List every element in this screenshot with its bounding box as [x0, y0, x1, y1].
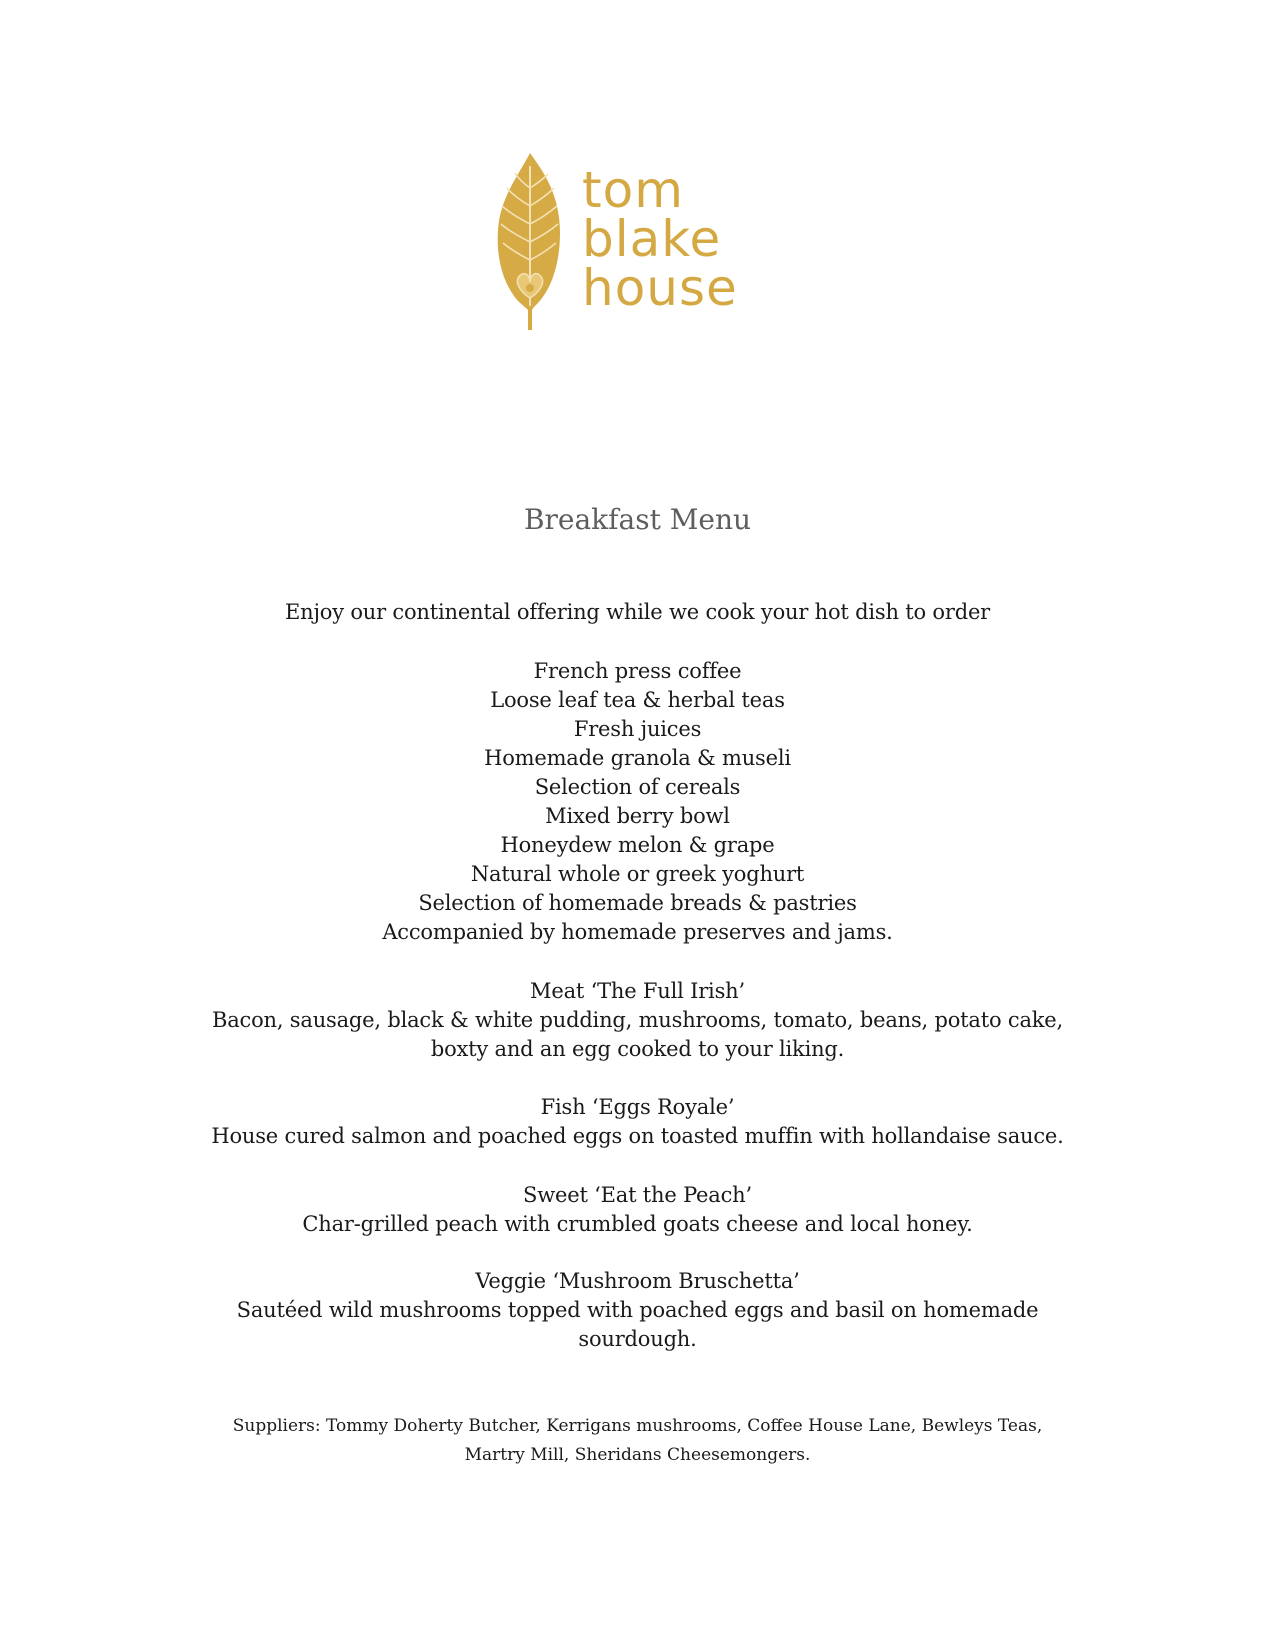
dish-veggie — [0, 1267, 1275, 1354]
dish-heading: Fish ‘Eggs Royale’ — [540, 1095, 735, 1119]
continental-list — [0, 657, 1275, 947]
dish-meat — [0, 977, 1275, 1064]
dish-description: sourdough. — [578, 1327, 697, 1351]
dish-sweet — [0, 1181, 1275, 1239]
brand-name — [582, 161, 738, 317]
suppliers-line: Martry Mill, Sheridans Cheesemongers. — [464, 1445, 811, 1465]
dish-description: boxty and an egg cooked to your liking. — [430, 1037, 845, 1061]
brand-line-1: tom — [582, 161, 684, 219]
dish-description: Sautéed wild mushrooms topped with poached eggs and basil on homemade — [236, 1298, 1039, 1322]
dish-description: Char-grilled peach with crumbled goats cheese and local honey. — [302, 1212, 973, 1236]
list-item: Loose leaf tea & herbal teas — [490, 688, 785, 712]
list-item: Fresh juices — [573, 717, 702, 741]
list-item: Homemade granola & museli — [484, 746, 791, 770]
brand-line-2: blake — [582, 210, 722, 268]
intro-text: Enjoy our continental offering while we cook your hot dish to order — [284, 600, 991, 624]
dish-fish — [0, 1093, 1275, 1151]
list-item: Accompanied by homemade preserves and jams. — [382, 920, 893, 944]
list-item: Selection of homemade breads & pastries — [418, 891, 857, 915]
leaf-icon — [490, 148, 570, 333]
dish-description: House cured salmon and poached eggs on toasted muffin with hollandaise sauce. — [211, 1124, 1064, 1148]
list-item: Selection of cereals — [534, 775, 741, 799]
list-item: Honeydew melon & grape — [500, 833, 775, 857]
brand-line-3: house — [582, 259, 738, 317]
dish-heading: Meat ‘The Full Irish’ — [530, 979, 745, 1003]
suppliers-line: Suppliers: Tommy Doherty Butcher, Kerrigans mushrooms, Coffee House Lane, Bewleys Teas, — [232, 1416, 1043, 1436]
dish-heading: Sweet ‘Eat the Peach’ — [523, 1183, 752, 1207]
dish-heading: Veggie ‘Mushroom Bruschetta’ — [475, 1269, 800, 1293]
list-item: Mixed berry bowl — [545, 804, 730, 828]
page-title: Breakfast Menu — [523, 503, 752, 536]
list-item: Natural whole or greek yoghurt — [470, 862, 805, 886]
dish-description: Bacon, sausage, black & white pudding, mushrooms, tomato, beans, potato cake, — [211, 1008, 1064, 1032]
logo — [490, 148, 760, 333]
suppliers-note — [0, 1412, 1275, 1470]
list-item: French press coffee — [533, 659, 742, 683]
